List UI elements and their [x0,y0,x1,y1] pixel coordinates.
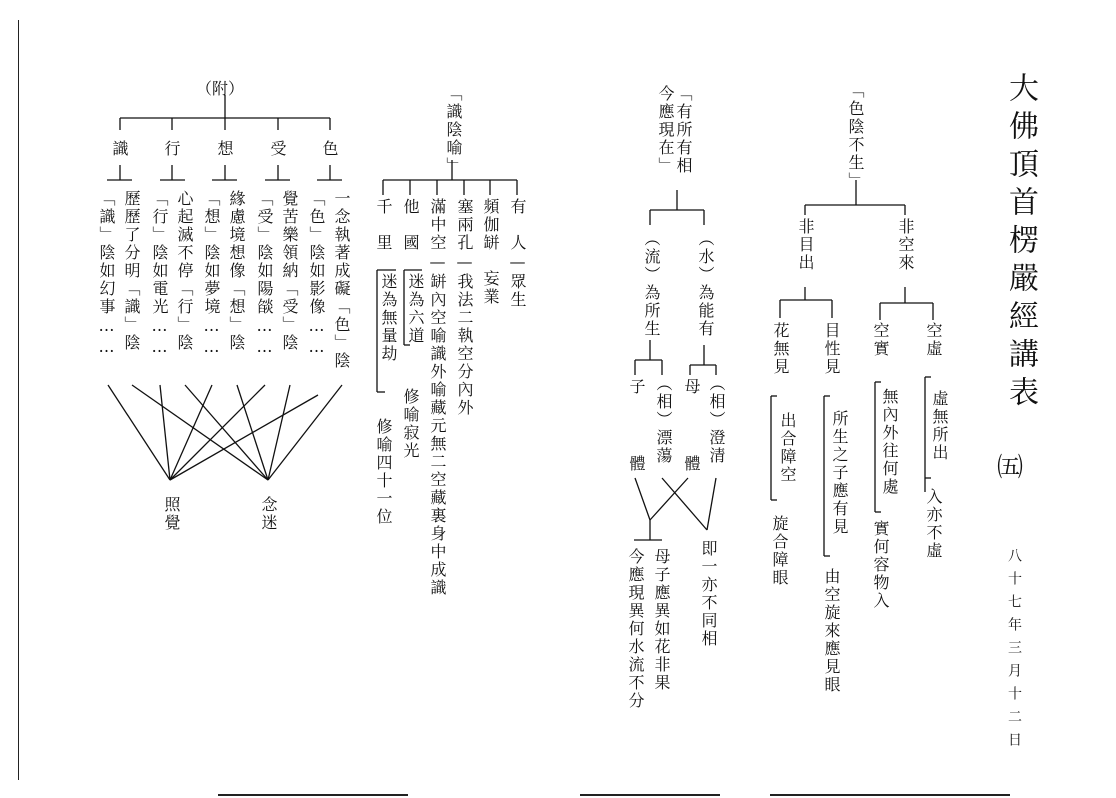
shi-yin-col-1: 有 人—眾生 [508,198,527,309]
kong-xu-tail: 入亦不虛 [924,488,943,560]
scan-edge-bottom-mid [580,794,720,796]
child-body-label: 體 [627,455,646,473]
kong-shi-note: 無內外往何處 [880,388,899,496]
shi-yin-col-6-tail: 修喻四十一位 [374,418,393,526]
scan-edge-bottom-right [770,794,1010,796]
xiang-piao-dang: （相）漂蕩 [654,375,673,465]
fu-xiang-heading: 想 [215,140,234,158]
branch-fei-kong-lai: 非空來 [896,218,915,272]
shi-yin-col-5: 他 國 [401,198,420,252]
hua-wu-jian-label: 花無見 [771,322,790,376]
hua-wu-jian-note: 出合障空 [778,412,797,484]
table-number: ㈤ [997,453,1024,483]
fu-se-line-1: 一念執著成礙「色」陰 [332,190,351,370]
document-title: 大佛頂首楞嚴經講表 [1003,72,1038,414]
shi-yin-col-2: 頻伽缾 妄業 [481,198,500,306]
se-yin-root: 「色陰不生」 [846,82,865,190]
child-label: 子 [627,378,646,396]
fu-shou-heading: 受 [268,140,287,158]
mu-xing-jian-note: 所生之子應有見 [830,410,849,536]
fu-xiang-line-1: 緣慮境想像「想」陰 [227,190,246,352]
xiang-cheng-qing: （相）澄清 [707,375,726,465]
kong-xu-note: 虛無所出 [930,390,949,462]
kong-shi-label: 空實 [871,322,890,358]
flow-label: （流）為所生 [642,230,661,338]
fu-shi-line-2: 「識」陰如幻事…… [97,190,116,358]
fu-se-line-2: 「色」陰如影像…… [307,190,326,358]
mu-xing-jian-tail: 由空旋來應見眼 [822,568,841,694]
mu-xing-jian-label: 目性見 [822,322,841,376]
fu-xiang-line-2: 「想」陰如夢境…… [202,190,221,358]
shi-yin-col-5-box: 迷為六道 [406,273,425,345]
fu-xing-line-1: 心起滅不停「行」陰 [175,190,194,352]
kong-xu-label: 空虛 [924,322,943,358]
kong-shi-tail: 實何容物入 [871,520,890,610]
fu-shou-line-1: 覺苦樂領納「受」陰 [280,190,299,352]
fu-root: （附） [196,79,245,98]
middle-root: 「有所有相今應現在」 [656,85,693,175]
document-date: 八十七年三月十二日 [1006,548,1022,755]
water-label: （水）為能有 [696,230,715,338]
middle-tail-c: 今應現異何水流不分 [626,548,645,710]
middle-tail-a: 即一亦不同相 [699,540,718,648]
middle-tail-b: 母子應異如花非果 [652,548,671,692]
shi-yin-col-4: 滿中空—缾內空喻識外喻藏元無二空藏裏身中成識 [428,198,447,597]
hua-wu-jian-tail: 旋合障眼 [770,515,789,587]
scan-edge-bottom-left [218,794,408,796]
mother-body-label: 體 [682,455,701,473]
fu-nian-mi: 念迷 [259,496,278,532]
fu-shou-line-2: 「受」陰如陽燄…… [255,190,274,358]
fu-xing-line-2: 「行」陰如電光…… [150,190,169,358]
shi-yin-yu-root: 「識陰喻」 [444,85,463,175]
shi-yin-col-6-box: 迷為無量劫 [379,273,398,363]
fu-zhao-jue: 照覺 [162,496,181,532]
branch-fei-mu-chu: 非目出 [796,218,815,272]
mother-label: 母 [682,378,701,396]
fu-se-heading: 色 [320,140,339,158]
fu-xing-heading: 行 [162,140,181,158]
scan-edge-left [18,20,19,780]
fu-shi-heading: 識 [110,140,129,158]
shi-yin-col-6: 千 里 [374,198,393,252]
shi-yin-col-3: 塞兩孔—我法二執空分內外 [455,198,474,417]
fu-shi-line-1: 歷歷了分明「識」陰 [122,190,141,352]
shi-yin-col-5-tail: 修喻寂光 [401,388,420,460]
